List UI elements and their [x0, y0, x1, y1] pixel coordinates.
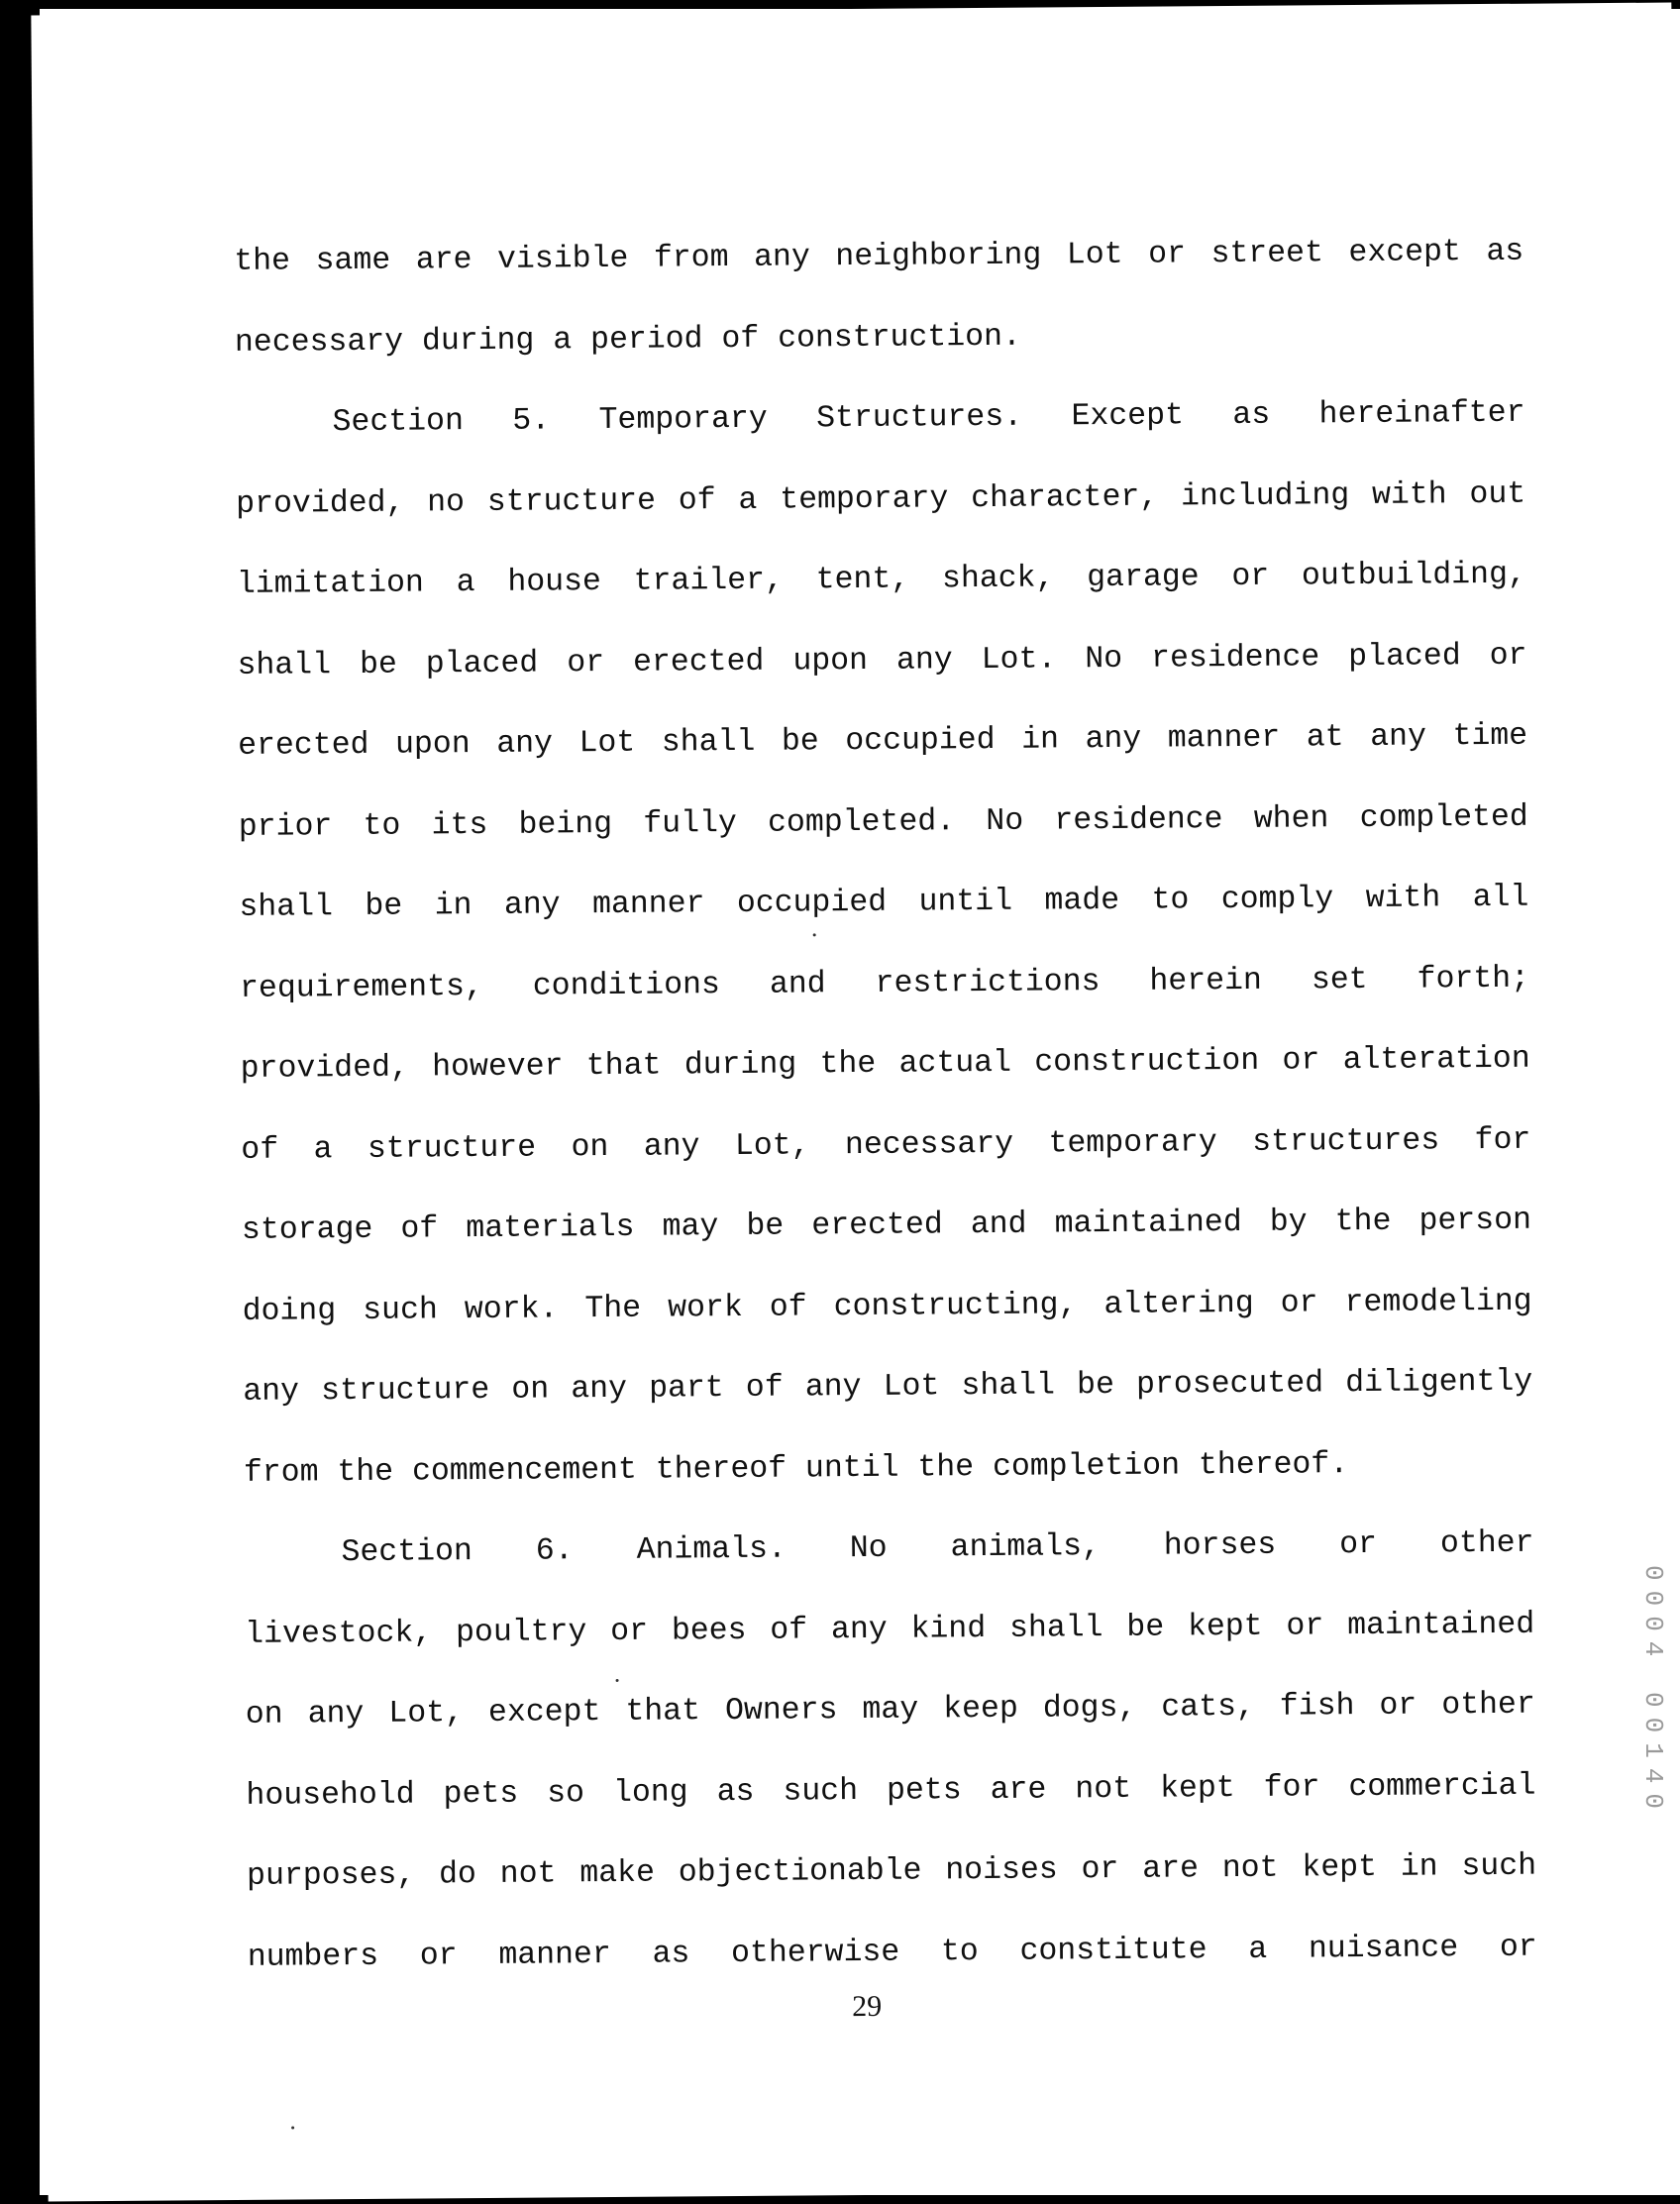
section-5-heading-line: Section 5. Temporary Structures. Except as hereinafter: [332, 395, 1525, 441]
text-line: doing such work. The work of constructing, altering or remodeling: [242, 1284, 1532, 1329]
text-line: erected upon any Lot shall be occupied in any manner at any time: [238, 718, 1528, 764]
document-page: [31, 3, 1680, 2202]
scan-speck: [291, 2127, 294, 2130]
text-line: purposes, do not make objectionable noises or are not kept in such: [246, 1848, 1537, 1894]
text-line: provided, however that during the actual construction or alteration: [240, 1041, 1530, 1087]
text-line: limitation a house trailer, tent, shack, garage or outbuilding,: [236, 557, 1526, 602]
text-line: any structure on any part of any Lot shall be prosecuted diligently: [243, 1364, 1533, 1410]
text-line: the same are visible from any neighboring Lot or street except as: [234, 234, 1524, 279]
text-line: livestock, poultry or bees of any kind shall be kept or maintained: [245, 1607, 1535, 1652]
text-line: provided, no structure of a temporary character, including with out: [236, 476, 1526, 522]
text-line: of a structure on any Lot, necessary temporary structures for: [241, 1122, 1531, 1168]
bates-stamp: 0004 00140: [1638, 1565, 1668, 1820]
scan-speck: [813, 933, 816, 936]
text-line: shall be placed or erected upon any Lot. No residence placed or: [237, 638, 1527, 683]
text-line: prior to its being fully completed. No residence when completed: [238, 799, 1528, 845]
scan-speck: [616, 1679, 619, 1682]
document-body: [234, 212, 1537, 1998]
text-line: numbers or manner as otherwise to constitute a nuisance or: [247, 1930, 1537, 1975]
text-line: storage of materials may be erected and maintained by the person: [241, 1203, 1532, 1248]
text-line: shall be in any manner occupied until made to comply with all: [239, 880, 1529, 925]
text-line: necessary during a period of construction.: [234, 319, 1022, 361]
section-6-heading-line: Section 6. Animals. No animals, horses or other: [341, 1525, 1534, 1571]
text-line: household pets so long as such pets are not kept for commercial: [246, 1768, 1536, 1814]
text-line: on any Lot, except that Owners may keep dogs, cats, fish or other: [245, 1687, 1535, 1732]
text-line: from the commencement thereof until the completion thereof.: [243, 1446, 1349, 1491]
text-line: requirements, conditions and restrictions herein set forth;: [239, 961, 1530, 1006]
page-number: 29: [852, 1989, 883, 2024]
